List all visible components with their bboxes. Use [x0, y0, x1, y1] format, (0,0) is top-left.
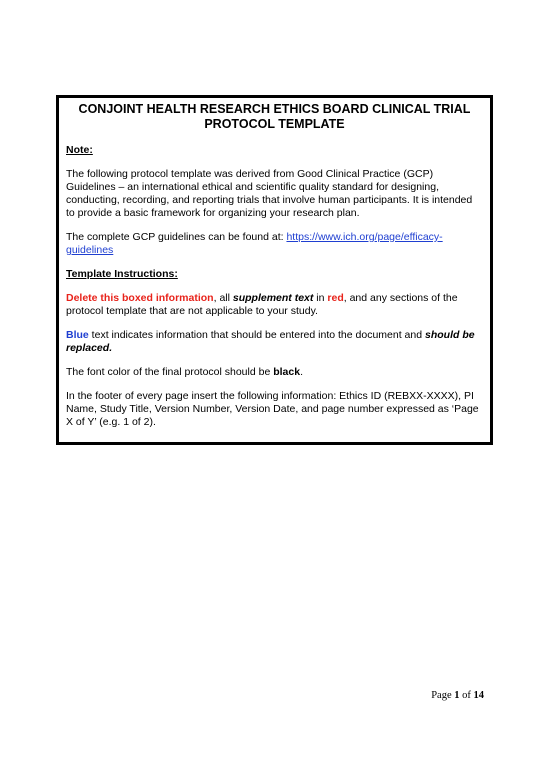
font-color-paragraph: [66, 366, 483, 379]
note-paragraph: The following protocol template was derived from Good Clinical Practice (GCP) Guidelines – an international ethical and scientific quality standard for designing, conducting, recording, and reporting trials that involve human participants. It is intended to provide a basic framework for organizing your research plan.: [66, 168, 473, 219]
delete-instruction-paragraph: [66, 292, 483, 318]
note-heading: Note:: [66, 144, 93, 156]
blue-text-part: text indicates information that should be entered into the document and: [88, 329, 425, 341]
page-label: Page: [431, 690, 455, 701]
current-page-number: 1: [454, 690, 460, 701]
supplement-text-emphasis: supplement text: [232, 292, 314, 304]
total-pages-number: 14: [473, 690, 484, 701]
gcp-paragraph: [66, 231, 483, 257]
black-word: black: [273, 366, 301, 378]
delete-red-text: Delete this boxed information: [66, 292, 214, 304]
document-title: CONJOINT HEALTH RESEARCH ETHICS BOARD CLINICAL TRIAL PROTOCOL TEMPLATE: [78, 102, 471, 131]
delete-text-part: , all: [213, 292, 233, 304]
of-label: of: [459, 690, 474, 701]
gcp-guidelines-link[interactable]: https://www.ich.org/page/efficacy-guidelines: [66, 231, 443, 256]
font-text-part: The font color of the final protocol should be: [66, 366, 274, 378]
blue-instruction-paragraph: [66, 329, 483, 355]
page-number-footer: [431, 690, 484, 701]
instructions-heading: Template Instructions:: [66, 268, 178, 280]
blue-word: Blue: [66, 329, 89, 341]
delete-text-part: , and any sections of the protocol template that are not applicable to your study.: [66, 292, 458, 317]
instructions-box: [56, 95, 493, 445]
footer-instruction-paragraph: In the footer of every page insert the following information: Ethics ID (REBXX-XXXX), PI Name, Study Title, Version Number, Version Date, and page number expressed as ‘Page X of Y’ (e.g. 1 of 2).: [66, 390, 479, 428]
should-be-replaced-emphasis: should be replaced.: [66, 329, 475, 354]
delete-text-part: in: [313, 292, 328, 304]
font-text-part: .: [300, 366, 303, 378]
red-word: red: [327, 292, 344, 304]
gcp-prefix: The complete GCP guidelines can be found at:: [66, 231, 287, 243]
